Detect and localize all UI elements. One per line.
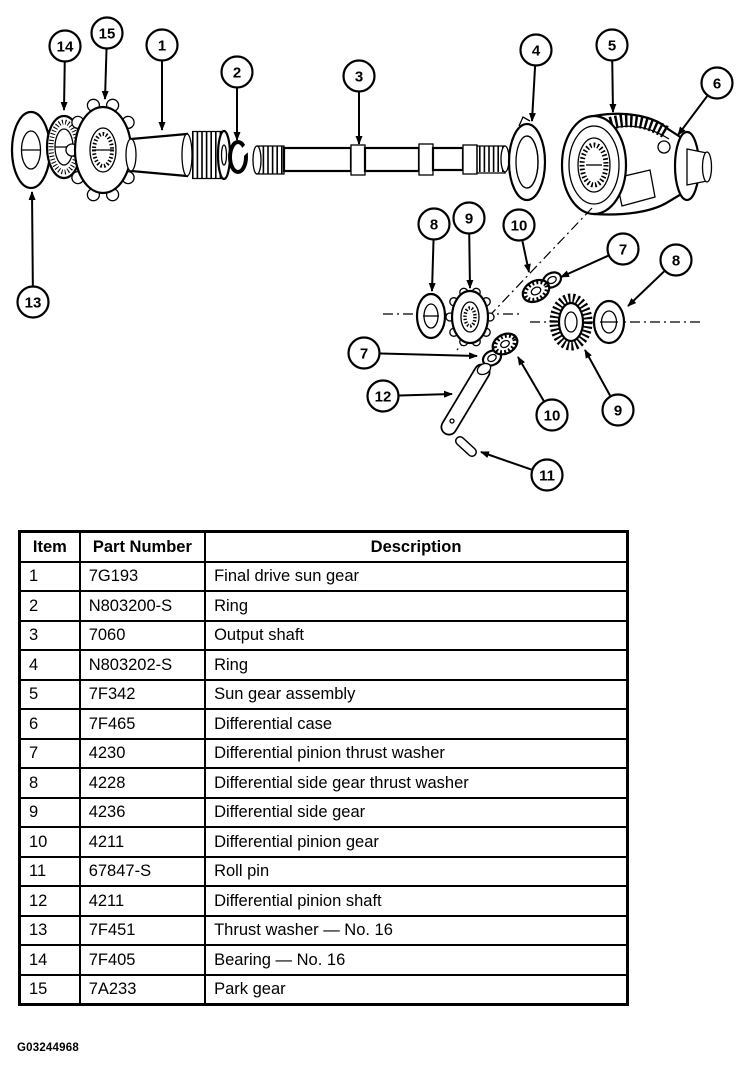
cell-part-number: 4230 xyxy=(80,739,205,769)
table-row xyxy=(20,975,628,1005)
cell-item: 12 xyxy=(20,886,80,916)
cell-part-number: 7F465 xyxy=(80,709,205,739)
callout-number: 6 xyxy=(712,75,722,93)
cell-description: Differential pinion thrust washer xyxy=(205,739,627,769)
callout-number: 10 xyxy=(510,217,528,235)
callout-12 xyxy=(368,381,453,412)
cell-description: Differential pinion shaft xyxy=(205,886,627,916)
cell-part-number: N803202-S xyxy=(80,650,205,680)
column-header-description: Description xyxy=(205,532,627,562)
column-header-item: Item xyxy=(20,532,80,562)
graphic-id-label: G03244968 xyxy=(17,1042,79,1054)
part-side-gear-9-left xyxy=(446,288,494,345)
cell-description: Ring xyxy=(205,591,627,621)
part-side-gear-thrust-washer-8-right xyxy=(594,301,624,343)
cell-description: Ring xyxy=(205,650,627,680)
callout-number: 10 xyxy=(543,407,561,425)
cell-item: 4 xyxy=(20,650,80,680)
callout-number: 8 xyxy=(429,216,439,234)
callout-number: 11 xyxy=(539,467,555,485)
cell-item: 6 xyxy=(20,709,80,739)
callout-7 xyxy=(349,338,478,369)
table-row xyxy=(20,650,628,680)
cell-part-number: 4236 xyxy=(80,798,205,828)
callout-layer xyxy=(18,18,733,491)
cell-part-number: 7A233 xyxy=(80,975,205,1005)
cell-description: Park gear xyxy=(205,975,627,1005)
table-row xyxy=(20,591,628,621)
cell-part-number: 7F451 xyxy=(80,916,205,946)
cell-description: Bearing — No. 16 xyxy=(205,945,627,975)
cell-description: Sun gear assembly xyxy=(205,680,627,710)
callout-number: 2 xyxy=(232,64,242,82)
callout-9 xyxy=(585,350,634,426)
callout-11 xyxy=(481,452,563,491)
cell-description: Roll pin xyxy=(205,857,627,887)
cell-item: 1 xyxy=(20,562,80,592)
callout-number: 12 xyxy=(374,388,392,406)
callout-15 xyxy=(92,18,123,100)
callout-2 xyxy=(222,57,253,141)
table-row xyxy=(20,739,628,769)
callout-1 xyxy=(147,30,178,131)
cell-item: 13 xyxy=(20,916,80,946)
cell-part-number: 4211 xyxy=(80,827,205,857)
callout-number: 7 xyxy=(359,345,369,363)
part-snap-ring-2 xyxy=(230,142,251,172)
parts-table xyxy=(18,530,629,1006)
callout-13 xyxy=(18,192,49,318)
cell-part-number: 4228 xyxy=(80,768,205,798)
callout-number: 7 xyxy=(618,241,628,259)
cell-item: 15 xyxy=(20,975,80,1005)
cell-description: Differential side gear thrust washer xyxy=(205,768,627,798)
cell-description: Differential case xyxy=(205,709,627,739)
callout-number: 3 xyxy=(354,68,364,86)
part-thrust-washer-13 xyxy=(12,112,50,188)
cell-part-number: 7060 xyxy=(80,621,205,651)
cell-part-number: 4211 xyxy=(80,886,205,916)
callout-number: 1 xyxy=(157,37,167,55)
cell-description: Thrust washer — No. 16 xyxy=(205,916,627,946)
cell-item: 9 xyxy=(20,798,80,828)
part-ring-4 xyxy=(509,117,545,200)
parts-table-header xyxy=(20,532,628,562)
cell-item: 10 xyxy=(20,827,80,857)
cell-part-number: 7G193 xyxy=(80,562,205,592)
table-row xyxy=(20,798,628,828)
cell-description: Output shaft xyxy=(205,621,627,651)
callout-number: 5 xyxy=(607,37,617,55)
cell-item: 7 xyxy=(20,739,80,769)
callout-number: 13 xyxy=(24,294,42,312)
part-sun-gear-assembly-5-and-differential-case-6 xyxy=(562,114,712,215)
callout-10 xyxy=(518,357,568,431)
table-row xyxy=(20,916,628,946)
table-row xyxy=(20,621,628,651)
table-row xyxy=(20,680,628,710)
cell-part-number: 67847-S xyxy=(80,857,205,887)
callout-14 xyxy=(50,31,81,111)
part-side-gear-thrust-washer-8-left xyxy=(417,294,445,338)
part-roll-pin-11 xyxy=(460,441,472,452)
callout-number: 4 xyxy=(531,42,541,60)
table-row xyxy=(20,945,628,975)
part-output-shaft-3 xyxy=(253,144,509,175)
cell-description: Differential side gear xyxy=(205,798,627,828)
callout-7 xyxy=(561,234,639,278)
callout-5 xyxy=(597,30,628,113)
part-final-drive-sun-gear-1 xyxy=(126,131,230,179)
cell-part-number: 7F405 xyxy=(80,945,205,975)
callout-4 xyxy=(521,35,552,122)
cell-item: 14 xyxy=(20,945,80,975)
table-row xyxy=(20,709,628,739)
part-side-gear-9-right xyxy=(554,298,588,346)
cell-item: 5 xyxy=(20,680,80,710)
callout-6 xyxy=(678,68,733,136)
part-pinion-shaft-12 xyxy=(449,361,493,427)
callout-number: 9 xyxy=(464,210,474,228)
cell-item: 2 xyxy=(20,591,80,621)
cell-item: 11 xyxy=(20,857,80,887)
callout-8 xyxy=(419,209,450,292)
cell-part-number: 7F342 xyxy=(80,680,205,710)
table-row xyxy=(20,562,628,592)
callout-9 xyxy=(454,203,485,289)
callout-3 xyxy=(344,61,375,145)
callout-number: 15 xyxy=(98,25,116,43)
cell-part-number: N803200-S xyxy=(80,591,205,621)
cell-description: Differential pinion gear xyxy=(205,827,627,857)
callout-number: 9 xyxy=(613,402,623,420)
cell-item: 8 xyxy=(20,768,80,798)
cell-item: 3 xyxy=(20,621,80,651)
table-row xyxy=(20,886,628,916)
table-row xyxy=(20,827,628,857)
exploded-parts-diagram xyxy=(0,0,750,515)
callout-10 xyxy=(504,210,535,273)
table-row xyxy=(20,768,628,798)
callout-number: 8 xyxy=(671,252,681,270)
column-header-part-number: Part Number xyxy=(80,532,205,562)
table-row xyxy=(20,857,628,887)
cell-description: Final drive sun gear xyxy=(205,562,627,592)
callout-number: 14 xyxy=(56,38,74,56)
parts-table-body xyxy=(20,562,628,1005)
